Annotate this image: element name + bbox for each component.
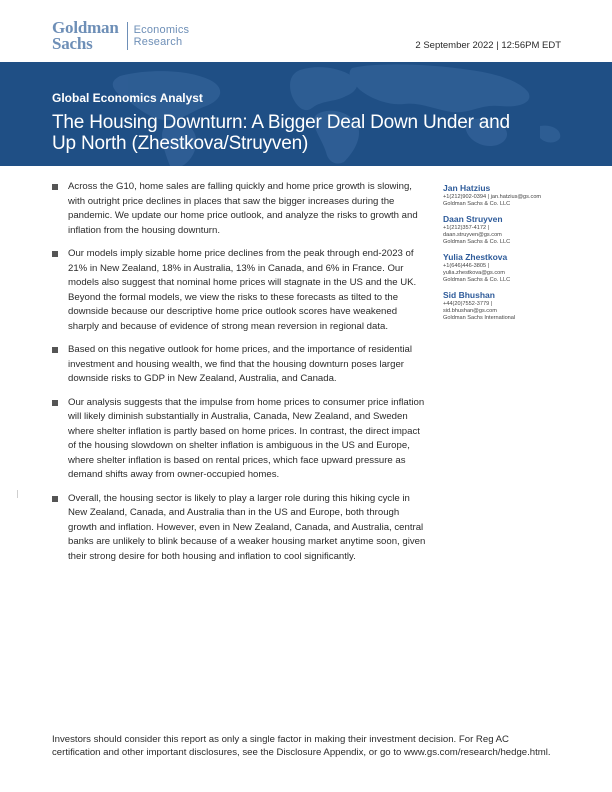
report-title: The Housing Downturn: A Bigger Deal Down Under and Up North (Zhestkova/Struyven) [52,112,510,154]
bullet-square-icon [52,496,58,502]
publication-date: 2 September 2022 | 12:56PM EDT [415,40,561,51]
bullet-square-icon [52,400,58,406]
author-firm: Goldman Sachs & Co. LLC [443,201,511,207]
author-email: sid.bhushan@gs.com [443,308,497,314]
author-card [443,290,573,322]
author-name: Jan Hatzius [443,183,491,193]
author-email: daan.struyven@gs.com [443,232,502,238]
key-point-text: Across the G10, home sales are falling quickly and home price growth is slowing, with outright price declines in places that saw the bigger increases during the pandemic. We update our home price outlook, and analyze the risks to growth and inflation from the housing downturn. [68,181,418,236]
key-point-text: Our analysis suggests that the impulse from home prices to consumer price inflation will likely diminish substantially in Australia, Canada, New Zealand, and Sweden where shelter inflation is partly based on home prices. In contrast, the direct impact of the housing slowdown on shelter inflation is ambiguous in the US and Europe, where shelter inflation is based on rental prices, which face upward pressure as demand shifts away from owner-occupied homes. [68,396,425,480]
series-name: Global Economics Analyst [52,91,203,105]
key-points-list [52,180,427,573]
division-name [134,24,190,48]
key-point-text: Our models imply sizable home price declines from the peak through end-2023 of 21% in New Zealand, 18% in Australia, 13% in Canada, and 6% in France. Our models also suggest that nominal home prices will stagnate in the US and the UK. Beyond the formal models, we view the risks to these forecasts as tilted to the downside because our descriptive home price outlook scores have weakened sharply and because of evidence of strong mean reversion in regional data. [68,248,417,332]
author-phone: +44(20)7552-3779 | [443,301,493,307]
author-name: Daan Struyven [443,214,503,224]
logo-divider [127,22,128,50]
division-line-1: Economics [133,24,190,36]
author-phone: +1(646)446-3805 | [443,263,490,269]
logo-line-1: Goldman [52,18,119,37]
author-name: Sid Bhushan [443,290,495,300]
author-email: yulia.zhestkova@gs.com [443,270,505,276]
author-firm: Goldman Sachs & Co. LLC [443,239,511,245]
disclosure-footer: Investors should consider this report as only a single factor in making their investment decision. For Reg AC certification and other important disclosures, see the Disclosure Appendix, or go to www.gs.com/research/hedge.html. [52,734,551,758]
author-card [443,214,573,246]
bullet-square-icon [52,347,58,353]
author-firm: Goldman Sachs International [443,315,516,321]
goldman-sachs-logo [52,20,189,52]
author-contact: +1(212)902-0394 | jan.hatzius@gs.com [443,194,542,200]
margin-mark [17,490,18,498]
author-card [443,183,573,208]
key-point [52,247,427,334]
key-point [52,492,427,565]
division-line-2: Research [133,36,183,48]
authors-panel [443,183,573,328]
key-point-text: Based on this negative outlook for home prices, and the importance of residential investment and housing wealth, we find that the housing downturn poses larger downside risks to GDP in New Zealand, Australia, and Canada. [68,344,412,384]
key-point [52,396,427,483]
author-firm: Goldman Sachs & Co. LLC [443,277,511,283]
key-point [52,180,427,238]
author-name: Yulia Zhestkova [443,252,508,262]
author-phone: +1(212)357-4172 | [443,225,490,231]
key-point-text: Overall, the housing sector is likely to play a larger role during this hiking cycle in New Zealand, Canada, and Australia than in the US and Europe, both through growth and inflation. However, even in New Zealand, Canada, and Australia, central banks are unlikely to blink because of a weaker housing market anytime soon, given their strong desire for both housing and inflation to cool significantly. [68,492,426,562]
author-card [443,252,573,284]
key-point [52,343,427,387]
bullet-square-icon [52,184,58,190]
bullet-square-icon [52,251,58,257]
logo-wordmark [52,20,119,52]
logo-line-2: Sachs [52,34,93,53]
